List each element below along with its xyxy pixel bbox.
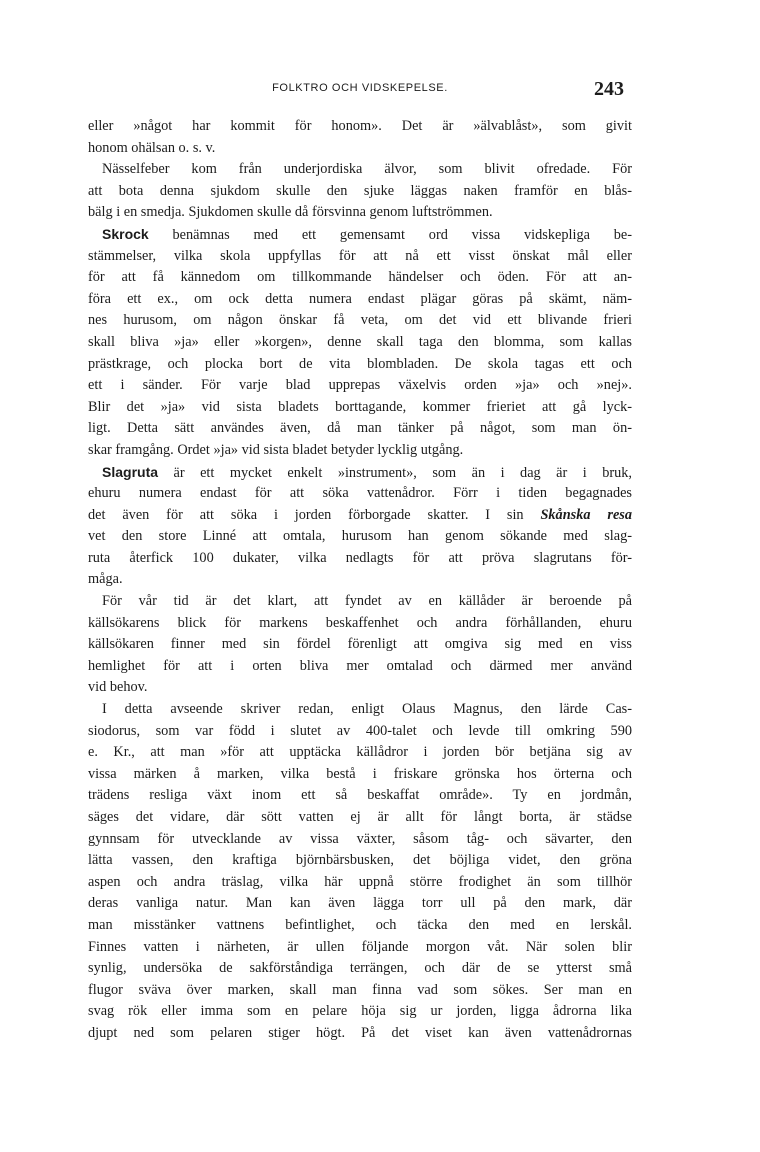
line-text: aspen och andra träslag, vilka här uppnå större frodighet än som tillhör bbox=[88, 873, 632, 890]
line-text: gynnsam för utvecklande av vissa växter, såsom tåg- och sävarter, den bbox=[88, 830, 632, 847]
line-text: för att få kännedom om tillkommande händelser och öden. För att an- bbox=[88, 269, 632, 286]
line-text: trädens resliga växt inom ett så beskaffat område». Ty en jordmån, bbox=[88, 787, 632, 804]
text-line bbox=[88, 1023, 632, 1045]
text-line bbox=[88, 354, 632, 376]
text-line bbox=[88, 375, 632, 397]
line-text: prästkrage, och plocka bort de vita blombladen. De skola tagas ett och bbox=[88, 355, 632, 372]
text-line bbox=[88, 807, 632, 829]
text-line bbox=[88, 785, 632, 807]
text-line bbox=[88, 569, 632, 591]
text-line bbox=[88, 764, 632, 786]
line-text: honom ohälsan o. s. v. bbox=[88, 139, 216, 156]
line-text: ligt. Detta sätt användes även, då man tänker på något, som man ön- bbox=[88, 420, 632, 437]
line-text: nes hurusom, om någon önskar få veta, om det vid ett blivande frieri bbox=[88, 312, 632, 329]
text-line bbox=[88, 138, 632, 160]
line-text: vet den store Linné att omtala, hurusom han genom sökande med slag- bbox=[88, 528, 632, 545]
text-line bbox=[88, 462, 632, 484]
text-line bbox=[88, 721, 632, 743]
text-line bbox=[88, 1001, 632, 1023]
text-line bbox=[88, 289, 632, 311]
text-line bbox=[88, 656, 632, 678]
text-line bbox=[88, 159, 632, 181]
line-text: säges det vidare, där sött vatten ej är allt för långt borta, är städse bbox=[88, 809, 632, 825]
text-line bbox=[88, 591, 632, 613]
text-line bbox=[88, 893, 632, 915]
text-line bbox=[88, 958, 632, 980]
line-text: Nässelfeber kom från underjordiska älvor, som blivit ofredade. För bbox=[102, 161, 632, 178]
text-line bbox=[88, 677, 632, 699]
text-line bbox=[88, 418, 632, 440]
text-line bbox=[88, 937, 632, 959]
text-line bbox=[88, 872, 632, 894]
line-text: benämnas med ett gemensamt ord vissa vidskepliga be- bbox=[148, 226, 632, 243]
line-text: ruta återfick 100 dukater, vilka nedlagts för att pröva slagrutans för- bbox=[88, 549, 632, 566]
line-text: djupt ned som pelaren stiger högt. På det viset kan även vattenådrornas bbox=[88, 1024, 632, 1041]
body-text bbox=[88, 116, 632, 1045]
text-line bbox=[88, 613, 632, 635]
text-line bbox=[88, 829, 632, 851]
line-text: det även för att söka i jorden förborgade skatter. I sin bbox=[88, 506, 541, 523]
text-line bbox=[88, 181, 632, 203]
text-line bbox=[88, 699, 632, 721]
line-text: källsökaren finner med sin fördel förenligt att omgiva sig med en viss bbox=[88, 636, 632, 653]
line-text: stämmelser, vilka skola uppfyllas för att nå ett visst önskat mål eller bbox=[88, 247, 632, 264]
text-line bbox=[88, 526, 632, 548]
line-text: siodorus, som var född i slutet av 400-talet och levde till omkring 590 bbox=[88, 722, 632, 739]
line-text: föra ett ex., om ock detta numera endast plägar göras på skämt, näm- bbox=[88, 290, 632, 307]
glossary-term: Skrock bbox=[102, 225, 149, 242]
line-text: eller »något har kommit för honom». Det är »älvablåst», som givit bbox=[88, 118, 632, 134]
line-text: lätta vassen, den kraftiga björnbärsbusken, det böjliga videt, den gröna bbox=[88, 852, 632, 869]
line-text: bälg i en smedja. Sjukdomen skulle då försvinna genom luftströmmen. bbox=[88, 204, 493, 221]
line-text: vid behov. bbox=[88, 679, 148, 696]
line-text: Finnes vatten i närheten, är ullen följande morgon våt. När solen blir bbox=[88, 938, 632, 955]
line-text: I detta avseende skriver redan, enligt Olaus Magnus, den lärde Cas- bbox=[102, 701, 632, 718]
line-text: är ett mycket enkelt »instrument», som än i dag är i bruk, bbox=[158, 464, 632, 481]
text-line bbox=[88, 548, 632, 570]
text-line bbox=[88, 634, 632, 656]
glossary-term: Slagruta bbox=[102, 463, 159, 480]
text-line bbox=[88, 224, 632, 246]
line-text: källsökarens blick för markens beskaffenhet och andra förhållanden, ehuru bbox=[88, 614, 632, 631]
text-line bbox=[88, 742, 632, 764]
line-text: vissa märken å marken, vilka bestå i friskare grönska hos örterna och bbox=[88, 765, 632, 782]
text-line bbox=[88, 505, 632, 527]
text-line bbox=[88, 246, 632, 268]
italic-title: Skånska resa bbox=[540, 506, 632, 523]
line-text: flugor sväva över marken, skall man finna vad som sökes. Ser man en bbox=[88, 981, 632, 998]
text-line bbox=[88, 310, 632, 332]
text-line bbox=[88, 850, 632, 872]
page-number: 243 bbox=[594, 78, 624, 100]
text-line bbox=[88, 440, 632, 462]
page-header bbox=[88, 78, 632, 100]
line-text: synlig, undersöka de sakförståndiga terrängen, och där de se ytterst små bbox=[88, 960, 632, 977]
line-text: skar framgång. Ordet »ja» vid sista bladet betyder lycklig utgång. bbox=[88, 441, 464, 458]
line-text: deras vanliga natur. Man kan även lägga torr ull på den mark, där bbox=[88, 895, 632, 912]
text-line bbox=[88, 397, 632, 419]
line-text: man misstänker vattnens befintlighet, och täcka den med en lerskål. bbox=[88, 916, 632, 933]
text-line bbox=[88, 116, 632, 138]
text-line bbox=[88, 267, 632, 289]
line-text: ehuru numera endast för att söka vattenådror. Förr i tiden begagnades bbox=[88, 485, 632, 502]
text-line bbox=[88, 915, 632, 937]
line-text: För vår tid är det klart, att fyndet av en källåder är beroende på bbox=[102, 593, 632, 610]
running-title: FOLKTRO OCH VIDSKEPELSE. bbox=[272, 82, 448, 94]
text-line bbox=[88, 980, 632, 1002]
line-text: att bota denna sjukdom skulle den sjuke läggas naken framför en blås- bbox=[88, 182, 632, 199]
line-text: Blir det »ja» vid sista bladets borttagande, kommer frieriet att gå lyck- bbox=[88, 398, 632, 415]
text-line bbox=[88, 202, 632, 224]
line-text: måga. bbox=[88, 571, 123, 588]
line-text: skall bliva »ja» eller »korgen», denne skall taga den blomma, som kallas bbox=[88, 333, 632, 350]
text-line bbox=[88, 332, 632, 354]
line-text: hemlighet för att i orten bliva mer omtalad och därmed mer använd bbox=[88, 657, 632, 674]
line-text: svag rök eller imma som en pelare höja sig ur jorden, ligga ådrorna lika bbox=[88, 1003, 632, 1020]
line-text: e. Kr., att man »för att upptäcka källådror i jorden bör betjäna sig av bbox=[88, 744, 632, 761]
text-line bbox=[88, 483, 632, 505]
line-text: ett i sänder. För varje blad upprepas växelvis orden »ja» och »nej». bbox=[88, 377, 632, 394]
